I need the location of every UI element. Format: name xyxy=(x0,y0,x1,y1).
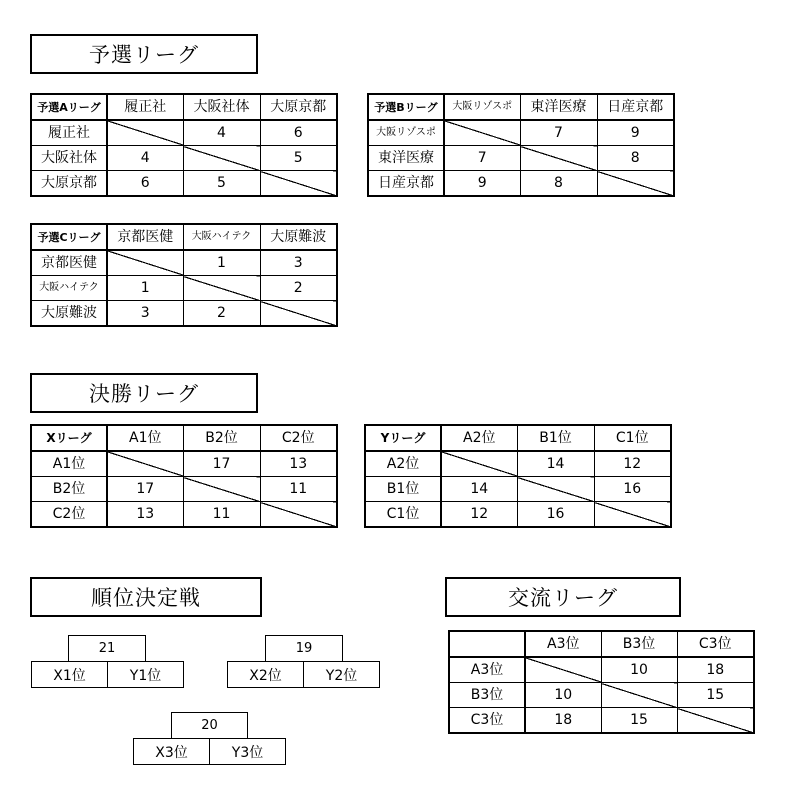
diagonal-cell xyxy=(107,250,183,276)
table-row xyxy=(31,146,337,171)
score-cell: 11 xyxy=(260,477,337,502)
score-cell: 7 xyxy=(444,146,520,171)
diagonal-cell xyxy=(107,451,183,477)
league-b-table xyxy=(367,93,675,197)
score-cell: 11 xyxy=(183,502,260,528)
table-row xyxy=(31,301,337,327)
score-cell: 13 xyxy=(260,451,337,477)
team-row-label: C3位 xyxy=(449,708,525,734)
league-c-table xyxy=(30,223,338,327)
team-row-label: 京都医健 xyxy=(31,250,107,276)
team-row-label: B2位 xyxy=(31,477,107,502)
diagonal-cell xyxy=(594,502,671,528)
team-row-label: 大阪ハイテク xyxy=(31,276,107,301)
team-row-label: 大阪リゾスポ xyxy=(368,120,444,146)
diagonal-cell xyxy=(525,657,601,683)
score-cell: 6 xyxy=(107,171,183,197)
team-header: B2位 xyxy=(183,425,260,451)
diagonal-cell xyxy=(601,683,677,708)
diagonal-cell xyxy=(260,171,337,197)
team-row-label: A1位 xyxy=(31,451,107,477)
match-left-team: X2位 xyxy=(227,661,304,688)
team-header: A1位 xyxy=(107,425,183,451)
team-row-label: B3位 xyxy=(449,683,525,708)
team-row-label: 東洋医療 xyxy=(368,146,444,171)
prelim-league-title: 予選リーグ xyxy=(30,34,258,74)
exchange-league-table xyxy=(448,630,755,734)
match-right-team: Y1位 xyxy=(107,661,184,688)
score-cell: 15 xyxy=(677,683,754,708)
score-cell: 16 xyxy=(594,477,671,502)
score-cell: 3 xyxy=(260,250,337,276)
team-row-label: 履正社 xyxy=(31,120,107,146)
league-name: Yリーグ xyxy=(365,425,441,451)
score-cell: 16 xyxy=(517,502,594,528)
table-row xyxy=(31,502,337,528)
score-cell: 15 xyxy=(601,708,677,734)
team-row-label: 大阪社体 xyxy=(31,146,107,171)
team-row-label: C2位 xyxy=(31,502,107,528)
score-cell: 10 xyxy=(601,657,677,683)
league-y-table xyxy=(364,424,672,528)
score-cell: 5 xyxy=(183,171,260,197)
header-row xyxy=(31,425,337,451)
team-row-label: A3位 xyxy=(449,657,525,683)
ranking-match-title: 順位決定戦 xyxy=(30,577,262,617)
score-cell: 12 xyxy=(594,451,671,477)
match-score: 19 xyxy=(265,635,343,662)
table-row xyxy=(368,171,674,197)
team-row-label: A2位 xyxy=(365,451,441,477)
score-cell: 9 xyxy=(597,120,674,146)
team-header: 履正社 xyxy=(107,94,183,120)
table-row xyxy=(449,683,754,708)
header-row xyxy=(449,631,754,657)
score-cell: 3 xyxy=(107,301,183,327)
score-cell: 12 xyxy=(441,502,517,528)
score-cell: 4 xyxy=(183,120,260,146)
team-header: 東洋医療 xyxy=(520,94,597,120)
team-row-label: C1位 xyxy=(365,502,441,528)
score-cell: 6 xyxy=(260,120,337,146)
table-row xyxy=(31,276,337,301)
diagonal-cell xyxy=(444,120,520,146)
team-row-label: 大原難波 xyxy=(31,301,107,327)
final-league-title: 決勝リーグ xyxy=(30,373,258,413)
team-header: 大阪ハイテク xyxy=(183,224,260,250)
score-cell: 1 xyxy=(107,276,183,301)
team-row-label: B1位 xyxy=(365,477,441,502)
diagonal-cell xyxy=(597,171,674,197)
table-row xyxy=(449,708,754,734)
table-row xyxy=(31,171,337,197)
table-row xyxy=(365,451,671,477)
score-cell: 5 xyxy=(260,146,337,171)
header-row xyxy=(365,425,671,451)
score-cell: 8 xyxy=(520,171,597,197)
league-a-table xyxy=(30,93,338,197)
team-header: 大阪リゾスポ xyxy=(444,94,520,120)
team-header: 大原京都 xyxy=(260,94,337,120)
league-name xyxy=(449,631,525,657)
team-header: 大阪社体 xyxy=(183,94,260,120)
score-cell: 14 xyxy=(441,477,517,502)
score-cell: 2 xyxy=(260,276,337,301)
score-cell: 17 xyxy=(107,477,183,502)
score-cell: 18 xyxy=(677,657,754,683)
score-cell: 17 xyxy=(183,451,260,477)
team-header: 日産京都 xyxy=(597,94,674,120)
score-cell: 7 xyxy=(520,120,597,146)
diagonal-cell xyxy=(183,146,260,171)
diagonal-cell xyxy=(441,451,517,477)
diagonal-cell xyxy=(183,477,260,502)
exchange-league-title: 交流リーグ xyxy=(445,577,681,617)
match-left-team: X3位 xyxy=(133,738,210,765)
table-row xyxy=(31,451,337,477)
table-row xyxy=(368,146,674,171)
score-cell: 14 xyxy=(517,451,594,477)
match-left-team: X1位 xyxy=(31,661,108,688)
team-header: A2位 xyxy=(441,425,517,451)
diagonal-cell xyxy=(260,502,337,528)
diagonal-cell xyxy=(260,301,337,327)
score-cell: 10 xyxy=(525,683,601,708)
header-row xyxy=(31,94,337,120)
team-header: C3位 xyxy=(677,631,754,657)
team-header: 京都医健 xyxy=(107,224,183,250)
score-cell: 1 xyxy=(183,250,260,276)
team-header: C1位 xyxy=(594,425,671,451)
score-cell: 9 xyxy=(444,171,520,197)
score-cell: 13 xyxy=(107,502,183,528)
score-cell: 18 xyxy=(525,708,601,734)
team-header: B3位 xyxy=(601,631,677,657)
team-row-label: 日産京都 xyxy=(368,171,444,197)
team-header: C2位 xyxy=(260,425,337,451)
team-header: A3位 xyxy=(525,631,601,657)
team-header: B1位 xyxy=(517,425,594,451)
league-name: 予選Bリーグ xyxy=(368,94,444,120)
diagonal-cell xyxy=(677,708,754,734)
match-right-team: Y3位 xyxy=(209,738,286,765)
league-x-table xyxy=(30,424,338,528)
score-cell: 4 xyxy=(107,146,183,171)
match-score: 20 xyxy=(171,712,248,739)
score-cell: 2 xyxy=(183,301,260,327)
score-cell: 8 xyxy=(597,146,674,171)
header-row xyxy=(368,94,674,120)
match-right-team: Y2位 xyxy=(303,661,380,688)
match-score: 21 xyxy=(68,635,146,662)
team-header: 大原難波 xyxy=(260,224,337,250)
table-row xyxy=(365,477,671,502)
league-name: 予選Aリーグ xyxy=(31,94,107,120)
diagonal-cell xyxy=(183,276,260,301)
header-row xyxy=(31,224,337,250)
table-row xyxy=(449,657,754,683)
table-row xyxy=(365,502,671,528)
league-name: Xリーグ xyxy=(31,425,107,451)
table-row xyxy=(31,477,337,502)
league-name: 予選Cリーグ xyxy=(31,224,107,250)
team-row-label: 大原京都 xyxy=(31,171,107,197)
diagonal-cell xyxy=(107,120,183,146)
table-row xyxy=(31,250,337,276)
table-row xyxy=(368,120,674,146)
table-row xyxy=(31,120,337,146)
diagonal-cell xyxy=(517,477,594,502)
diagonal-cell xyxy=(520,146,597,171)
